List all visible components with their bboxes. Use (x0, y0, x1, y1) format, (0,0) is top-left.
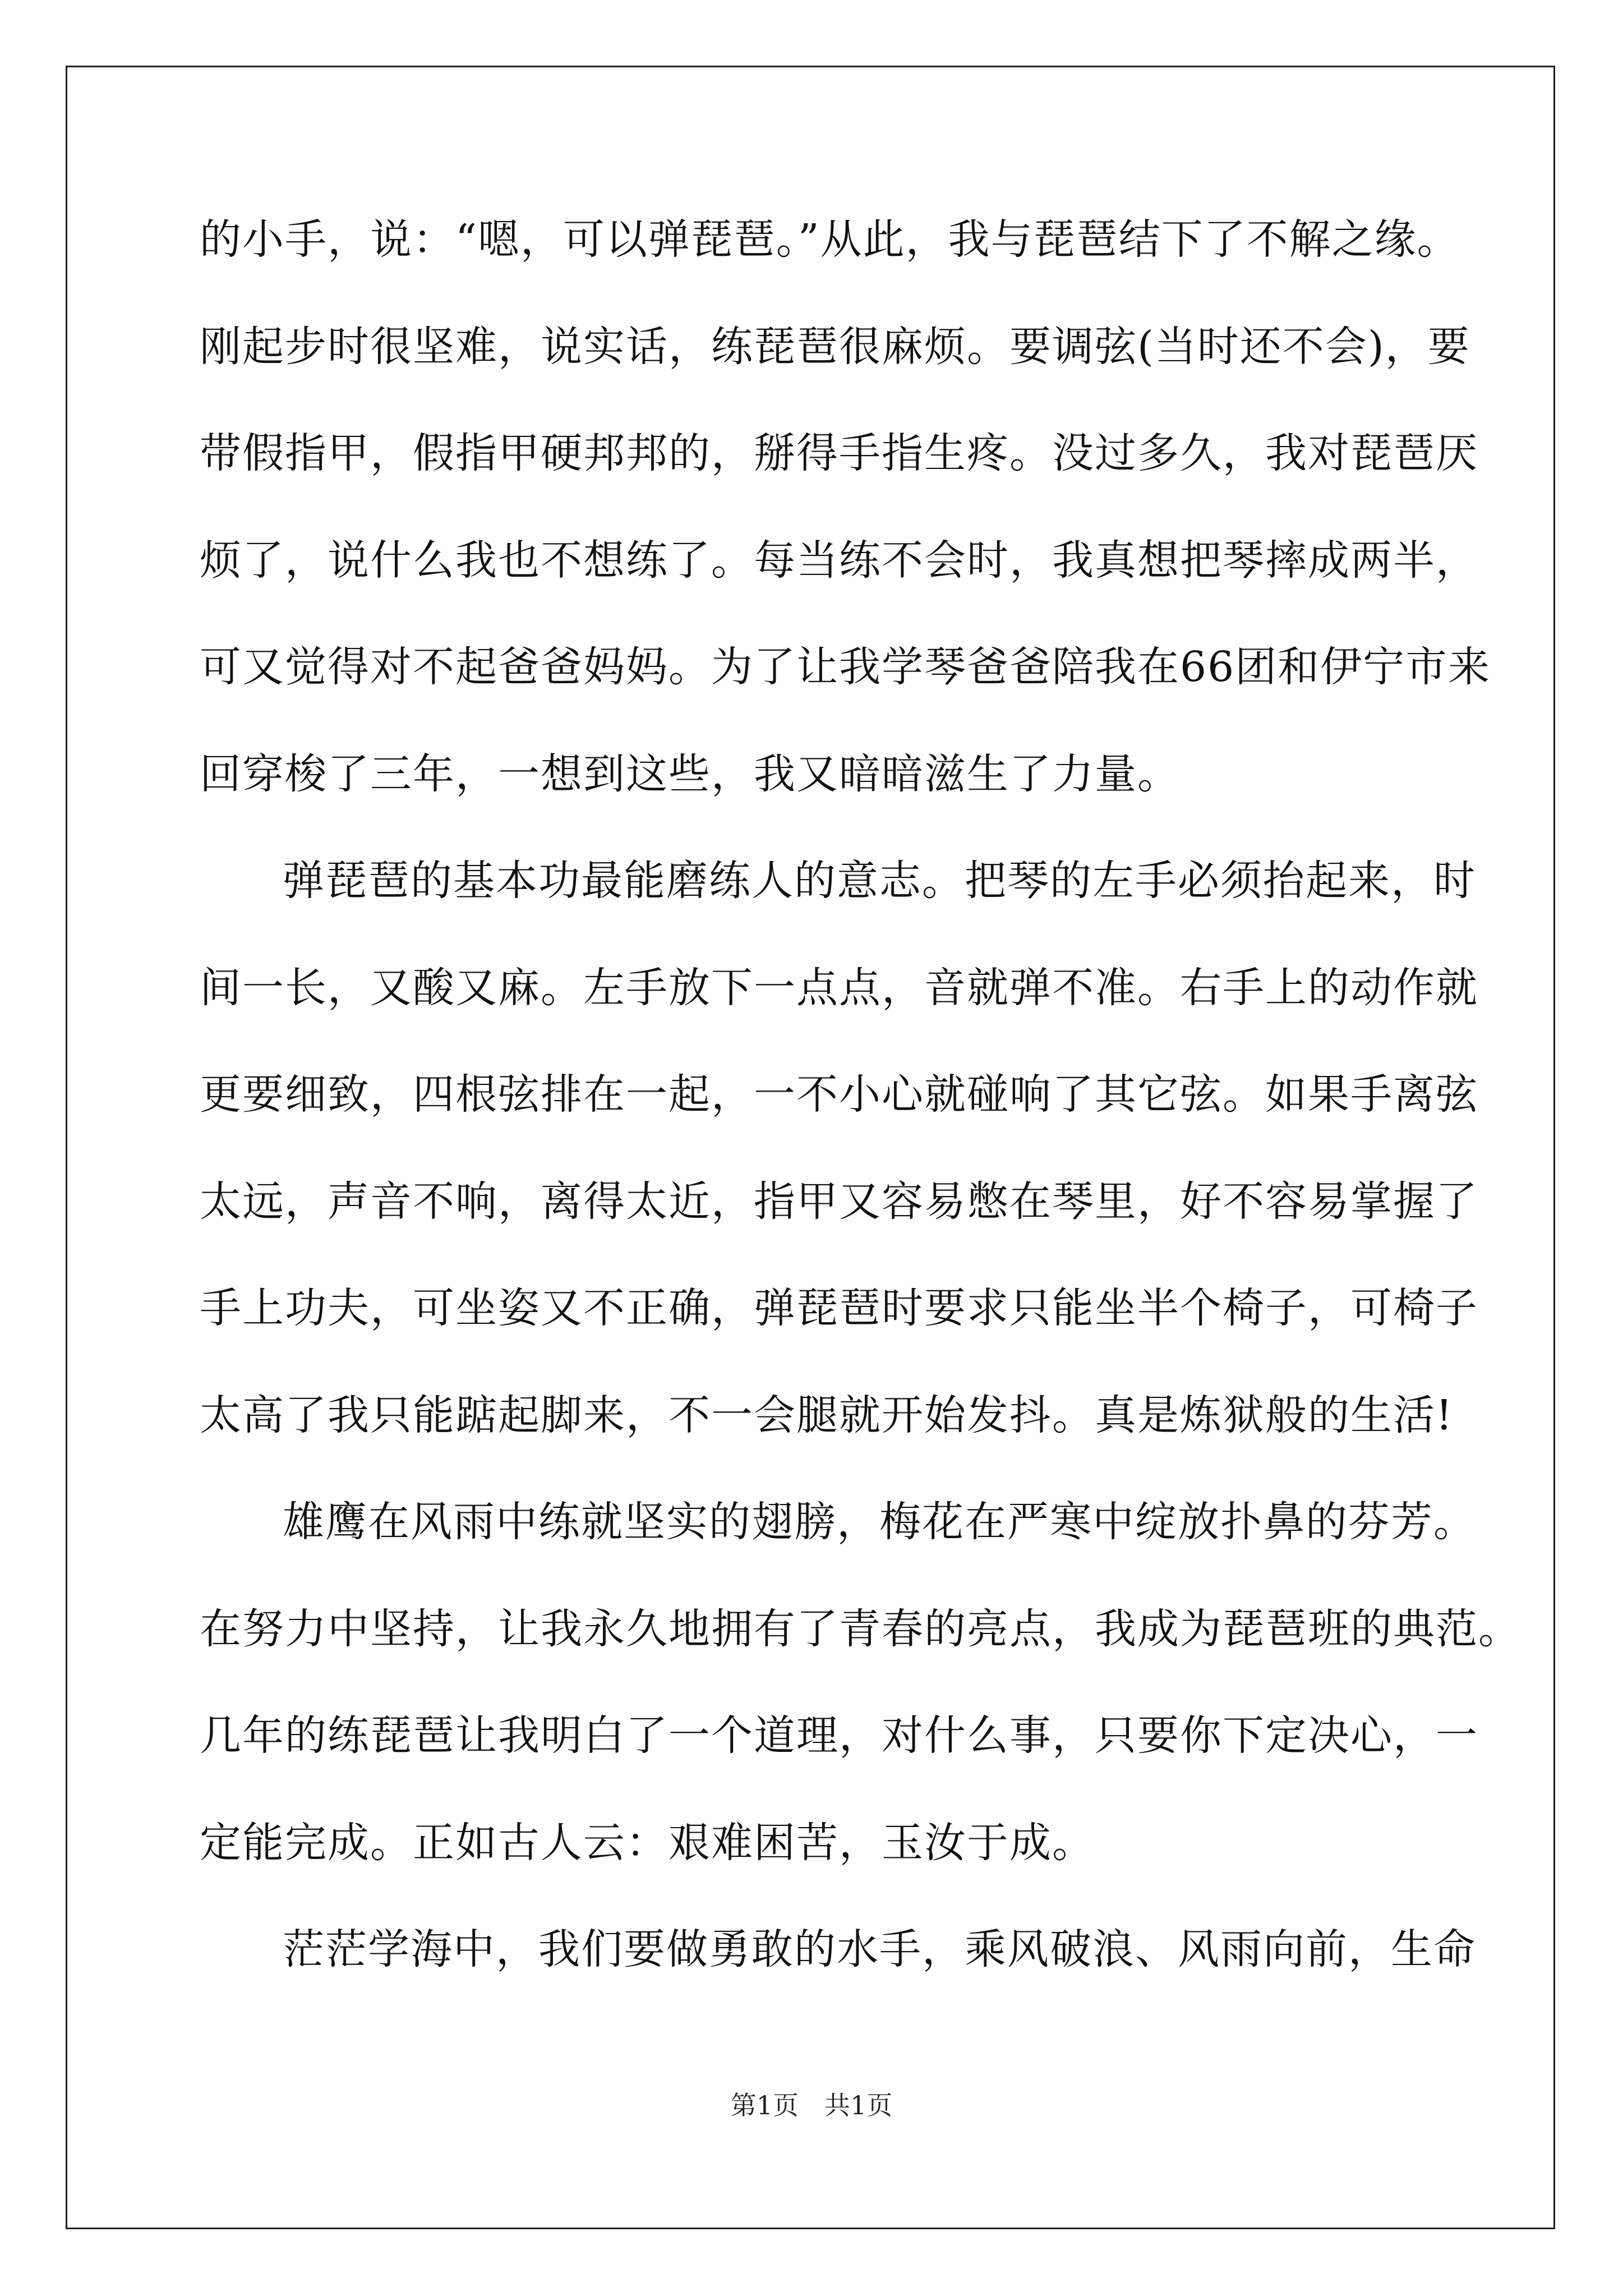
text-line: 定能完成。正如古人云：艰难困苦，玉汝于成。 (200, 1819, 1095, 1867)
text-line: 烦了，说什么我也不想练了。每当练不会时，我真想把琴摔成两半， (200, 536, 1478, 585)
text-line: 可又觉得对不起爸爸妈妈。为了让我学琴爸爸陪我在66团和伊宁市来 (200, 643, 1491, 691)
page-border (66, 66, 1555, 2229)
text-line: 刚起步时很坚难，说实话，练琵琶很麻烦。要调弦(当时还不会)，要 (200, 323, 1470, 371)
paragraph-first-line: 弹琵琶的基本功最能磨练人的意志。把琴的左手必须抬起来，时 (283, 857, 1476, 905)
text-line: 更要细致，四根弦排在一起，一不小心就碰响了其它弦。如果手离弦 (200, 1070, 1478, 1119)
text-line: 手上功夫，可坐姿又不正确，弹琵琶时要求只能坐半个椅子，可椅子 (200, 1284, 1478, 1332)
paragraph-first-line: 茫茫学海中，我们要做勇敢的水手，乘风破浪、风雨向前，生命 (283, 1925, 1476, 1973)
paragraph-first-line: 雄鹰在风雨中练就坚实的翅膀，梅花在严寒中绽放扑鼻的芬芳。 (283, 1498, 1476, 1546)
text-line: 带假指甲，假指甲硬邦邦的，掰得手指生疼。没过多久，我对琵琶厌 (200, 429, 1478, 477)
text-line: 回穿梭了三年，一想到这些，我又暗暗滋生了力量。 (200, 750, 1180, 798)
text-line: 太远，声音不响，离得太近，指甲又容易憋在琴里，好不容易掌握了 (200, 1177, 1478, 1226)
page-footer: 第1页 共1页 (730, 2090, 893, 2120)
text-line: 太高了我只能踮起脚来，不一会腿就开始发抖。真是炼狱般的生活! (200, 1391, 1454, 1439)
text-line: 在努力中坚持，让我永久地拥有了青春的亮点，我成为琵琶班的典范。 (200, 1605, 1521, 1653)
text-line: 间一长，又酸又麻。左手放下一点点，音就弹不准。右手上的动作就 (200, 964, 1478, 1012)
text-line: 几年的练琵琶让我明白了一个道理，对什么事，只要你下定决心，一 (200, 1711, 1478, 1760)
text-line: 的小手，说：“嗯，可以弹琵琶。”从此，我与琵琶结下了不解之缘。 (200, 215, 1460, 264)
